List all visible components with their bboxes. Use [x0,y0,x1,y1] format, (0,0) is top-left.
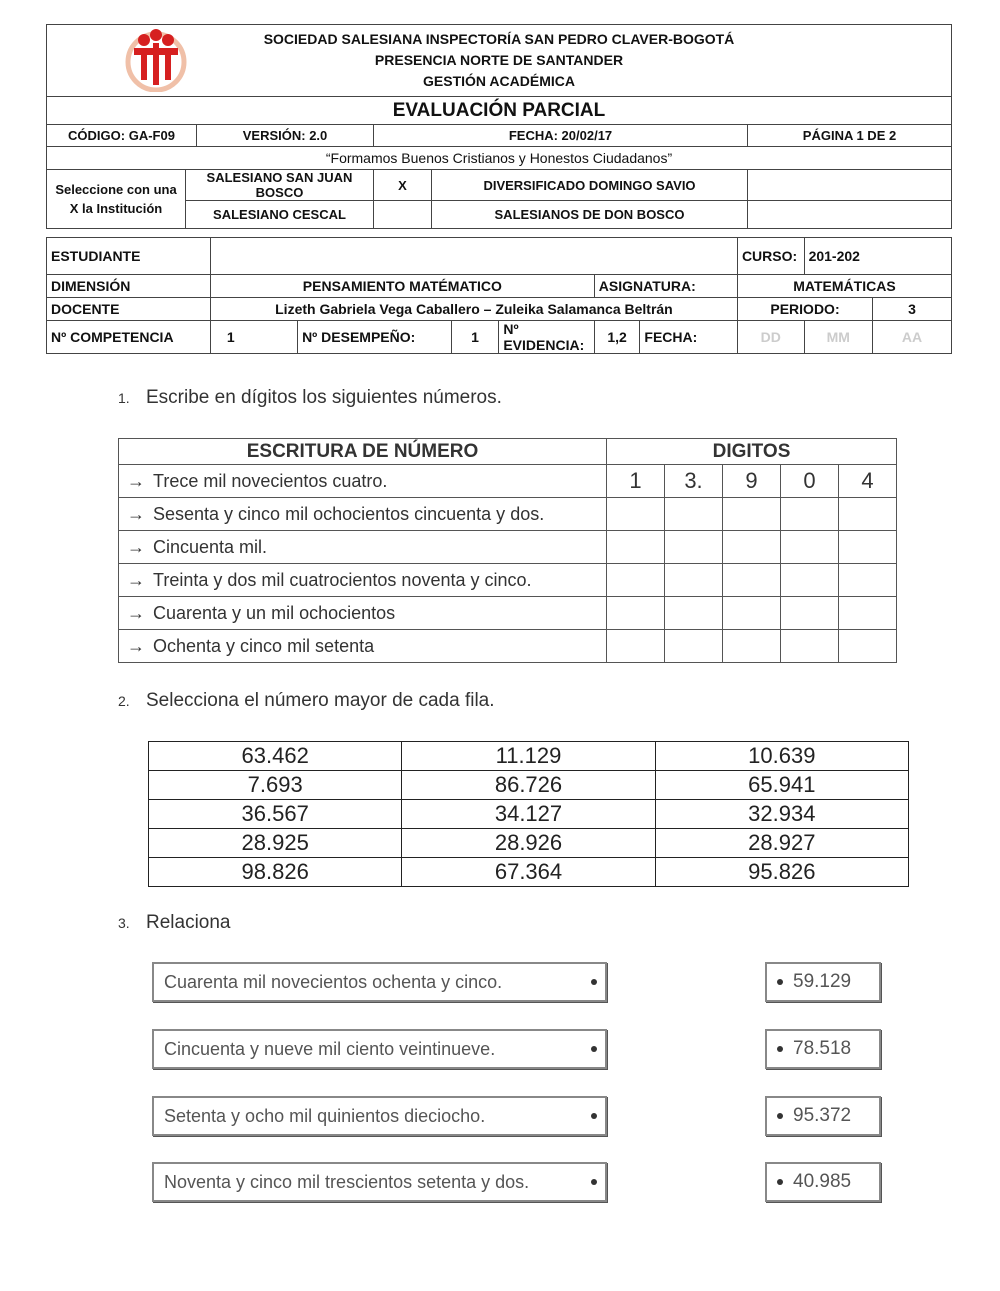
arrow-icon: → [127,602,145,623]
dimension-label: DIMENSIÓN [47,275,211,298]
date-label: FECHA: [640,321,738,354]
col-writing-header: ESCRITURA DE NÚMERO [119,439,607,465]
evidence-label: Nº EVIDENCIA: [499,321,594,354]
question-2-number: 2. [118,693,130,709]
select-institution-label: Seleccione con una X la Institución [47,170,186,229]
digit-cell[interactable] [723,630,781,663]
date-cell: FECHA: 20/02/17 [374,125,748,147]
school-san-juan-bosco: SALESIANO SAN JUAN BOSCO [186,170,374,201]
number-writing-text: Cuarenta y un mil ochocientos [153,602,396,623]
bullet-dot-icon[interactable] [777,979,783,985]
question-1-number: 1. [118,390,130,406]
digit-cell[interactable]: 3. [665,465,723,498]
match-right-item[interactable] [765,1162,881,1202]
number-option-cell[interactable]: 7.693 [149,771,402,800]
match-left-text: Cuarenta mil novecientos ochenta y cinco. [164,971,503,992]
number-option-cell[interactable]: 95.826 [655,858,908,887]
code-cell: CÓDIGO: GA-F09 [47,125,197,147]
match-left-item[interactable] [152,1162,607,1202]
bullet-dot-icon[interactable] [777,1046,783,1052]
number-option-cell[interactable]: 28.925 [149,829,402,858]
institution-header [47,25,952,97]
greater-row [149,829,909,858]
teacher-label: DOCENTE [47,298,211,321]
digit-cell[interactable] [839,597,897,630]
match-right-item[interactable] [765,962,881,1002]
bullet-dot-icon[interactable] [591,1046,597,1052]
greater-number-table [148,741,909,887]
document-title: EVALUACIÓN PARCIAL [47,97,952,125]
greater-row [149,858,909,887]
period-value: 3 [873,298,952,321]
student-name-field[interactable] [210,238,737,275]
match-left-text: Cincuenta y nueve mil ciento veintinueve. [164,1038,496,1059]
number-option-cell[interactable]: 36.567 [149,800,402,829]
col-digits-header: DIGITOS [607,439,897,465]
match-left-text: Noventa y cinco mil trescientos setenta y dos. [164,1171,530,1192]
match-right-text: 95.372 [793,1105,852,1126]
institution-line-1: SOCIEDAD SALESIANA INSPECTORÍA SAN PEDRO CLAVER-BOGOTÁ [263,31,735,47]
match-left-item[interactable] [152,962,607,1002]
digit-cell[interactable] [665,597,723,630]
competence-label: Nº COMPETENCIA [47,321,211,354]
match-left-item[interactable] [152,1096,607,1136]
number-writing-cell [119,498,607,531]
digit-cell[interactable] [781,597,839,630]
digit-cell[interactable] [839,564,897,597]
number-option-cell[interactable]: 67.364 [402,858,655,887]
digit-cell[interactable]: 9 [723,465,781,498]
teacher-value: Lizeth Gabriela Vega Caballero – Zuleika Salamanca Beltrán [210,298,737,321]
digit-cell[interactable] [665,564,723,597]
greater-row [149,742,909,771]
digits-row [119,465,897,498]
digit-cell[interactable] [781,498,839,531]
number-writing-text: Cincuenta mil. [153,536,268,557]
digit-cell[interactable]: 4 [839,465,897,498]
number-option-cell[interactable]: 28.926 [402,829,655,858]
date-month-field[interactable]: MM [804,321,872,354]
arrow-icon: → [127,635,145,656]
arrow-icon: → [127,470,145,491]
greater-row [149,771,909,800]
number-writing-text: Sesenta y cinco mil ochocientos cincuenta y dos. [153,503,545,524]
number-option-cell[interactable]: 98.826 [149,858,402,887]
number-option-cell[interactable]: 28.927 [655,829,908,858]
school-domingo-savio: DIVERSIFICADO DOMINGO SAVIO [432,170,748,201]
date-year-field[interactable]: AA [873,321,952,354]
question-3-number: 3. [118,915,130,931]
number-writing-cell [119,531,607,564]
institution-line-2: PRESENCIA NORTE DE SANTANDER [374,52,624,68]
digit-cell[interactable] [839,630,897,663]
arrow-icon: → [127,569,145,590]
subject-label: ASIGNATURA: [594,275,737,298]
number-writing-text: Trece mil novecientos cuatro. [153,470,388,491]
subject-value: MATEMÁTICAS [737,275,951,298]
digit-cell[interactable] [839,498,897,531]
number-writing-cell [119,465,607,498]
bullet-dot-icon[interactable] [591,1113,597,1119]
digits-row [119,531,897,564]
student-info-table [46,237,952,354]
digits-row [119,564,897,597]
arrow-icon: → [127,503,145,524]
digit-cell[interactable]: 1 [607,465,665,498]
digit-cell[interactable] [607,531,665,564]
performance-value: 1 [451,321,499,354]
match-left-text: Setenta y ocho mil quinientos dieciocho. [164,1105,486,1126]
digit-cell[interactable] [781,531,839,564]
question-1 [118,387,502,409]
match-right-text: 78.518 [793,1038,852,1059]
digit-cell[interactable] [665,630,723,663]
digit-cell[interactable] [607,564,665,597]
bullet-dot-icon[interactable] [591,1179,597,1185]
match-right-item[interactable] [765,1029,881,1069]
motto: “Formamos Buenos Cristianos y Honestos Ciudadanos” [47,147,952,170]
number-option-cell[interactable]: 32.934 [655,800,908,829]
digit-cell[interactable] [607,597,665,630]
page-cell: PÁGINA 1 DE 2 [748,125,952,147]
question-2 [118,690,495,712]
school-domingo-savio-mark[interactable] [748,170,952,201]
number-option-cell[interactable]: 11.129 [402,742,655,771]
digit-cell[interactable]: 0 [781,465,839,498]
digit-cell[interactable] [607,630,665,663]
course-value: 201-202 [804,238,951,275]
version-cell: VERSIÓN: 2.0 [197,125,374,147]
dimension-value: PENSAMIENTO MATÉMATICO [210,275,594,298]
number-writing-text: Treinta y dos mil cuatrocientos noventa y cinco. [153,569,532,590]
number-option-cell[interactable]: 86.726 [402,771,655,800]
digit-cell[interactable] [839,531,897,564]
digits-row [119,498,897,531]
number-option-cell[interactable]: 63.462 [149,742,402,771]
school-don-bosco-mark[interactable] [748,201,952,229]
number-writing-cell [119,564,607,597]
match-left-item[interactable] [152,1029,607,1069]
match-right-item[interactable] [765,1096,881,1136]
number-writing-text: Ochenta y cinco mil setenta [153,635,375,656]
match-right-text: 59.129 [793,971,852,992]
number-option-cell[interactable]: 34.127 [402,800,655,829]
school-san-juan-bosco-mark[interactable]: X [374,170,432,201]
date-day-field[interactable]: DD [737,321,804,354]
greater-row [149,800,909,829]
school-cescal: SALESIANO CESCAL [186,201,374,229]
match-right-text: 40.985 [793,1171,852,1192]
header-table [46,24,952,229]
period-label: PERIODO: [737,298,872,321]
question-3-text: Relaciona [146,912,231,933]
digits-table [118,438,897,663]
digit-cell[interactable] [723,498,781,531]
competence-value: 1 [210,321,297,354]
digit-cell[interactable] [781,564,839,597]
bullet-dot-icon[interactable] [777,1113,783,1119]
institution-line-3: GESTIÓN ACADÉMICA [423,73,575,89]
digit-cell[interactable] [781,630,839,663]
digit-cell[interactable] [723,531,781,564]
number-option-cell[interactable]: 65.941 [655,771,908,800]
performance-label: Nº DESEMPEÑO: [298,321,452,354]
digit-cell[interactable] [607,498,665,531]
digit-cell[interactable] [723,597,781,630]
student-label: ESTUDIANTE [47,238,211,275]
arrow-icon: → [127,536,145,557]
course-label: CURSO: [737,238,804,275]
bullet-dot-icon[interactable] [777,1179,783,1185]
number-writing-cell [119,630,607,663]
number-option-cell[interactable]: 10.639 [655,742,908,771]
number-writing-cell [119,597,607,630]
question-2-text: Selecciona el número mayor de cada fila. [146,690,495,711]
digits-row [119,597,897,630]
digit-cell[interactable] [665,531,723,564]
school-don-bosco: SALESIANOS DE DON BOSCO [432,201,748,229]
digit-cell[interactable] [723,564,781,597]
question-3 [118,912,231,934]
question-1-text: Escribe en dígitos los siguientes números. [146,387,502,408]
digits-row [119,630,897,663]
bullet-dot-icon[interactable] [591,979,597,985]
evidence-value: 1,2 [594,321,640,354]
digit-cell[interactable] [665,498,723,531]
school-cescal-mark[interactable] [374,201,432,229]
